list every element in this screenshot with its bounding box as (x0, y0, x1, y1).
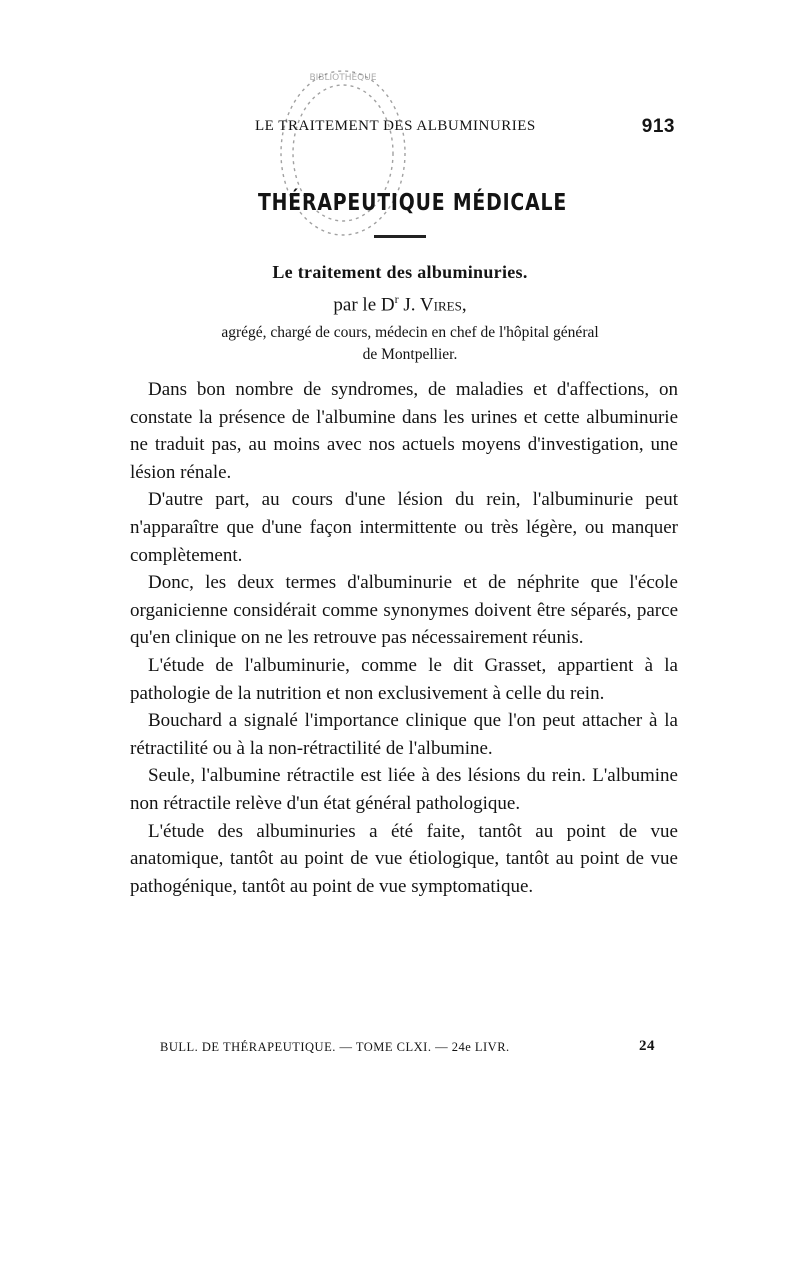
article-title: Le traitement des albuminuries. (272, 262, 528, 282)
footer-journal: BULL. DE THÉRAPEUTIQUE. — TOME CLXI. — 24e LIVR. (160, 1040, 510, 1054)
title-rule (374, 235, 426, 238)
footer-signature: 24 (639, 1038, 655, 1054)
affiliation-line-1: agrégé, chargé de cours, médecin en chef de l'hôpital général (221, 324, 599, 341)
library-stamp-icon (268, 58, 418, 248)
paragraph: D'autre part, au cours d'une lésion du rein, l'albuminurie peut n'apparaître que d'une façon intermittente ou très légère, ou manquer complètement. (130, 489, 678, 566)
author-name: J. Vires, (403, 294, 467, 316)
author-line (0, 292, 800, 316)
paragraph: Dans bon nombre de syndromes, de maladies et d'affections, on constate la présence de l'albumine dans les urines et cette albuminurie ne traduit pas, au moins avec nos actuels moyens d'investigation, une lésion rénale. (130, 379, 678, 483)
section-title: THÉRAPEUTIQUE MÉDICALE (258, 190, 568, 216)
running-head-title: LE TRAITEMENT DES ALBUMINURIES (255, 118, 536, 134)
author-sup: r (394, 292, 399, 306)
paragraph: L'étude de l'albuminurie, comme le dit Grasset, appartient à la pathologie de la nutrition et non exclusivement à celle du rein. (130, 654, 678, 704)
page-number: 913 (641, 116, 675, 137)
paragraph: L'étude des albuminuries a été faite, tantôt au point de vue anatomique, tantôt au point de vue étiologique, tantôt au point de vue pathogénique, tantôt au point de vue symptomatique. (130, 820, 678, 897)
author-prefix: par le D (333, 294, 395, 316)
paragraph: Donc, les deux termes d'albuminurie et de néphrite que l'école organicienne considérait comme synonymes doivent être séparés, parce qu'en clinique on ne les retrouve pas nécessairement réunis. (130, 572, 678, 649)
paragraph: Seule, l'albumine rétractile est liée à des lésions du rein. L'albumine non rétractile relève d'un état général pathologique. (130, 765, 678, 814)
author-affiliation (160, 322, 660, 366)
affiliation-line-2: de Montpellier. (362, 346, 458, 363)
stamp-text: BIBLIOTHÈQUE (309, 73, 377, 83)
page-footer (160, 1038, 655, 1058)
article-body (130, 376, 678, 900)
paragraph: Bouchard a signalé l'importance clinique que l'on peut attacher à la rétractilité ou à la non-rétractilité de l'albumine. (130, 710, 678, 759)
